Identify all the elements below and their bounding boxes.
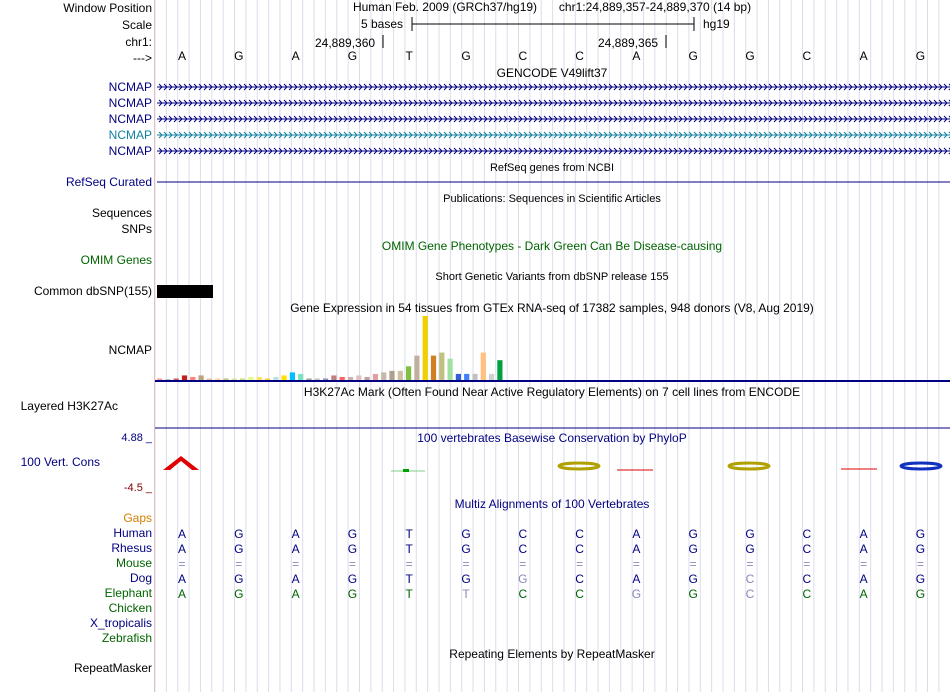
alignment-base: A [291,542,300,556]
feature-layer [155,0,950,692]
alignment-base: C [745,587,755,601]
alignment-base: A [859,527,868,541]
multiz-title: Multiz Alignments of 100 Vertebrates [454,497,650,511]
gtex-label[interactable]: NCMAP [108,343,152,357]
alignment-base: G [234,572,244,586]
alignment-base: A [859,542,868,556]
ncmap-label-5[interactable]: NCMAP [108,144,152,158]
repeatmasker-label[interactable]: RepeatMasker [73,661,152,675]
ncmap-label-4[interactable]: NCMAP [108,128,152,142]
gtex-tissue-bar [340,377,345,380]
base-letter: A [291,49,300,63]
alignment-base: G [234,527,244,541]
gtex-tissue-bar [273,377,278,380]
base-letter: A [632,49,641,63]
alignment-base: C [575,542,584,556]
ncmap-label-3[interactable]: NCMAP [108,112,152,126]
chrom-label: chr1: [125,35,152,49]
base-letter: G [688,49,698,63]
alignment-base: C [518,587,528,601]
alignment-base: G [745,542,755,556]
gtex-tissue-bar [165,379,170,380]
alignment-base: C [518,542,528,556]
alignment-base: A [291,572,300,586]
alignment-base: = [746,557,754,571]
alignment-base: = [348,557,356,571]
alignment-base: G [461,527,471,541]
snps-label[interactable]: SNPs [121,222,152,236]
alignment-base: A [177,572,186,586]
alignment-base: A [632,572,641,586]
species-label[interactable]: Rhesus [111,541,152,555]
cons-title: 100 vertebrates Basewise Conservation by PhyloP [417,431,687,445]
alignment-base: A [632,527,641,541]
gtex-title: Gene Expression in 54 tissues from GTEx RNA-seq of 17382 samples, 948 donors (V8, Aug 2019) [290,301,814,315]
cons-max-label: 4.88 _ [121,432,152,444]
alignment-base: C [745,572,755,586]
alignment-base: = [860,557,868,571]
base-letter: A [859,49,868,63]
alignment-base: = [178,557,186,571]
alignment-base: G [915,587,926,601]
gtex-tissue-bar [448,359,453,380]
gtex-tissue-bar [190,377,195,380]
gtex-tissue-bar [199,375,204,380]
gtex-tissue-bar [215,378,220,380]
gtex-tissue-bar [282,375,287,380]
gtex-tissue-bar [423,316,428,380]
alignment-base: = [235,557,243,571]
gtex-tissue-bar [381,372,386,380]
alignment-base: C [802,527,812,541]
assembly-text: Human Feb. 2009 (GRCh37/hg19) [352,0,538,14]
publications-title: Publications: Sequences in Scientific Articles [443,193,661,205]
base-letter: G [745,49,755,63]
alignment-base: G [234,542,244,556]
alignment-base: A [177,527,186,541]
alignment-base: C [802,542,812,556]
h3k27ac-label[interactable]: Layered H3K27Ac [20,399,118,413]
species-label[interactable]: Elephant [104,586,152,600]
base-letter: C [518,49,528,63]
gtex-tissue-bar [290,372,295,380]
species-label[interactable]: Dog [129,571,152,585]
omim-title: OMIM Gene Phenotypes - Dark Green Can Be Disease-causing [381,239,723,253]
alignment-base: = [519,557,527,571]
gtex-tissue-bar [232,378,237,380]
species-label[interactable]: Zebrafish [101,631,152,645]
base-letter: C [575,49,584,63]
alignment-base: G [745,527,755,541]
alignment-base: G [347,542,358,556]
scale-text: 5 bases [361,17,404,31]
track-image[interactable] [155,0,950,692]
alignment-base: C [802,572,812,586]
alignment-base: = [803,557,811,571]
alignment-base: A [632,542,641,556]
window-position-label: Window Position [63,1,152,15]
base-letter: C [802,49,812,63]
db-text: hg19 [703,17,730,31]
coord-label-2: 24,889,365 [598,36,659,50]
gtex-tissue-bar [356,375,361,380]
alignment-base: = [292,557,300,571]
gtex-tissue-bar [456,374,461,380]
sequences-label[interactable]: Sequences [91,206,152,220]
alignment-base: G [688,527,698,541]
alignment-base: G [915,527,926,541]
gtex-tissue-bar [174,378,179,380]
gtex-tissue-bar [489,374,494,380]
cons-glyph-g2 [901,463,941,469]
gtex-tissue-bar [240,378,245,380]
alignment-base: C [575,527,584,541]
alignment-base: = [405,557,413,571]
gtex-tissue-bar [223,378,228,380]
ncmap-label-1[interactable]: NCMAP [108,80,152,94]
coord-label-1: 24,889,360 [315,36,376,50]
cons-glyph-a [163,456,199,470]
alignment-base: G [688,587,698,601]
gtex-tissue-bar [348,377,353,380]
gtex-tissue-bar [257,377,262,380]
alignment-base: G [631,587,642,601]
gtex-tissue-bar [306,378,311,380]
cons-glyph-g [729,463,769,469]
alignment-base: G [688,542,698,556]
gtex-tissue-bar [248,377,253,380]
gtex-tissue-bar [323,378,328,380]
gtex-tissue-bar [298,374,303,380]
alignment-base: = [632,557,640,571]
alignment-base: T [405,527,413,541]
alignment-base: C [575,587,584,601]
alignment-base: T [462,587,470,601]
track-labels [0,0,155,692]
scale-label: Scale [121,18,152,32]
gtex-tissue-bar [481,353,486,380]
gtex-tissue-bar [315,378,320,380]
alignment-base: = [689,557,697,571]
alignment-base: A [859,572,868,586]
gtex-tissue-bar [414,356,419,380]
gtex-tissue-bar [373,374,378,380]
cons-glyph-t-core [403,469,409,472]
alignment-base: = [576,557,584,571]
gtex-tissue-bar [472,374,477,380]
base-letter: T [405,49,413,63]
base-letter: G [461,49,471,63]
dbsnp-block [157,285,213,298]
alignment-base: G [347,587,358,601]
alignment-base: A [177,542,186,556]
species-label[interactable]: Human [113,526,152,540]
alignment-base: T [405,587,413,601]
dbsnp-label[interactable]: Common dbSNP(155) [33,284,152,298]
dbsnp-title: Short Genetic Variants from dbSNP release 155 [435,271,669,283]
alignment-base: C [802,587,812,601]
alignment-base: A [291,527,300,541]
gtex-tissue-bar [406,366,411,380]
gtex-tissue-bar [497,360,502,380]
alignment-base: A [859,587,868,601]
gtex-tissue-bar [157,378,162,380]
gencode-title: GENCODE V49lift37 [496,66,608,80]
alignment-base: G [461,572,471,586]
gtex-tissue-bar [439,353,444,380]
position-text: chr1:24,889,357-24,889,370 (14 bp) [558,0,752,14]
alignment-base: G [347,527,358,541]
gtex-tissue-bar [431,356,436,380]
alignment-base: G [518,572,528,586]
gtex-tissue-bar [398,371,403,380]
refseq-label[interactable]: RefSeq Curated [65,175,152,189]
alignment-base: A [291,587,300,601]
alignment-base: G [688,572,698,586]
gtex-tissue-bar [182,375,187,380]
base-letter: A [177,49,186,63]
alignment-base: G [915,542,926,556]
gtex-tissue-bar [389,371,394,380]
strand-arrow-label: ---> [133,51,152,65]
base-letter: G [234,49,244,63]
h3k27ac-title: H3K27Ac Mark (Often Found Near Active Regulatory Elements) on 7 cell lines from ENCODE [303,385,801,399]
alignment-base: G [915,572,926,586]
ncmap-label-2[interactable]: NCMAP [108,96,152,110]
alignment-base: G [234,587,244,601]
cons-glyph-c1 [559,463,599,469]
gtex-tissue-bar [365,377,370,380]
refseq-title: RefSeq genes from NCBI [489,162,615,174]
repeatmasker-title: Repeating Elements by RepeatMasker [449,647,655,661]
alignment-base: C [575,572,584,586]
gtex-tissue-bar [207,378,212,380]
alignment-base: = [462,557,470,571]
gtex-tissue-bar [464,374,469,380]
alignment-base: A [177,587,186,601]
cons-min-label: -4.5 _ [123,482,152,494]
gaps-label[interactable]: Gaps [123,511,152,525]
alignment-base: G [461,542,471,556]
alignment-base: G [347,572,358,586]
alignment-base: = [916,557,924,571]
omim-label[interactable]: OMIM Genes [80,253,152,267]
species-label[interactable]: Chicken [108,601,152,615]
species-label[interactable]: X_tropicalis [89,616,152,630]
cons-label[interactable]: 100 Vert. Cons [20,455,100,469]
species-label[interactable]: Mouse [115,556,152,570]
gtex-tissue-bar [265,378,270,380]
base-letter: G [915,49,926,63]
alignment-base: T [405,542,413,556]
base-letter: G [347,49,358,63]
alignment-base: T [405,572,413,586]
gtex-tissue-bar [331,375,336,380]
alignment-base: C [518,527,528,541]
